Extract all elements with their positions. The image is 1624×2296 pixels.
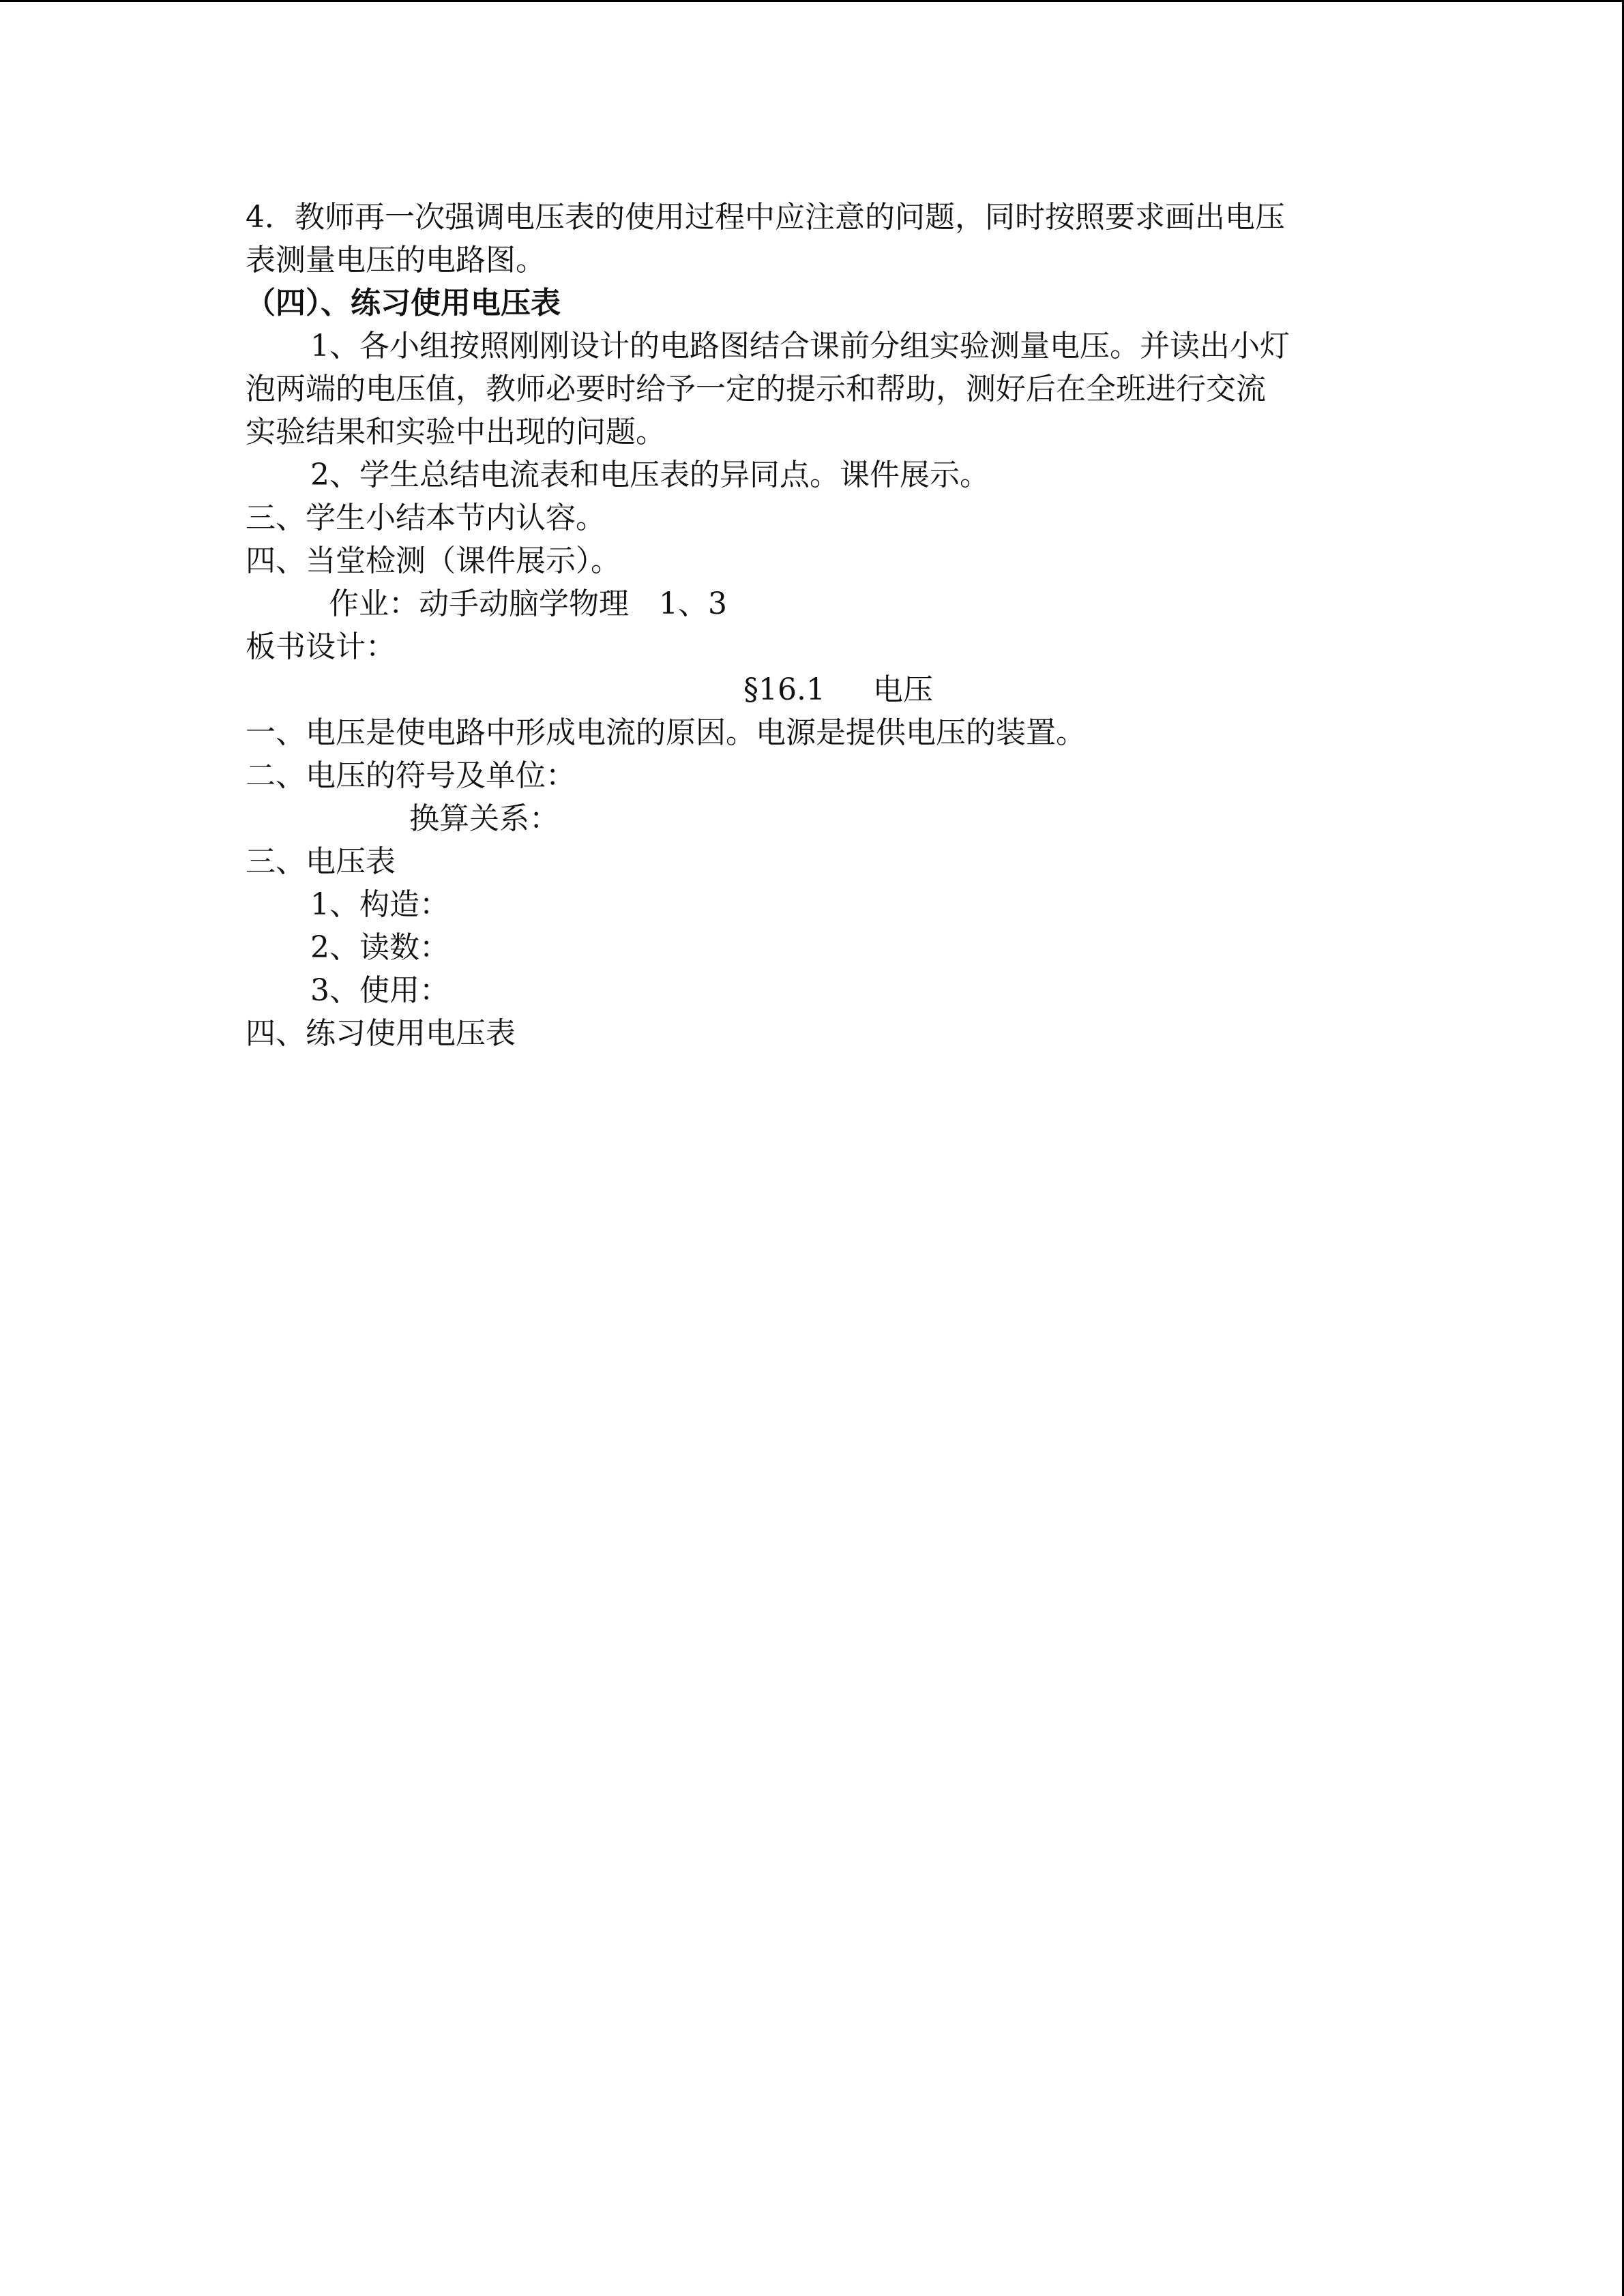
- board-title: [246, 668, 1378, 711]
- paragraph-line: 1、各小组按照刚刚设计的电路图结合课前分组实验测量电压。并读出小灯: [310, 329, 1290, 363]
- board-design-label: 板书设计：: [246, 629, 396, 664]
- board-item: 二、电压的符号及单位：: [246, 758, 576, 793]
- board-item: 一、电压是使电路中形成电流的原因。电源是提供电压的装置。: [246, 715, 1086, 750]
- section-heading: （四）、练习使用电压表: [246, 286, 561, 320]
- board-item: 三、电压表: [246, 844, 396, 879]
- page-top-border: [0, 0, 1624, 2]
- paragraph-line: 表测量电压的电路图。: [246, 243, 546, 278]
- paragraph-line: 三、学生小结本节内认容。: [246, 501, 606, 535]
- section-number: §16.1: [743, 672, 825, 707]
- document-page: [246, 196, 1378, 1055]
- paragraph-line: 2、学生总结电流表和电压表的异同点。课件展示。: [310, 458, 990, 492]
- paragraph-line: 4．教师再一次强调电压表的使用过程中应注意的问题，同时按照要求画出电压: [246, 200, 1285, 235]
- board-subitem: 1、构造：: [310, 887, 449, 922]
- homework-line: 作业：动手动脑学物理 1、3: [329, 586, 727, 621]
- paragraph-line: 实验结果和实验中出现的问题。: [246, 415, 666, 449]
- board-subitem: 2、读数：: [310, 930, 449, 965]
- board-title-text: 电压: [872, 672, 933, 707]
- board-item: 四、练习使用电压表: [246, 1016, 516, 1051]
- board-subitem: 3、使用：: [310, 973, 449, 1008]
- paragraph-line: 四、当堂检测（课件展示）。: [246, 543, 621, 578]
- paragraph-line: 泡两端的电压值，教师必要时给予一定的提示和帮助，测好后在全班进行交流: [246, 372, 1266, 406]
- board-subitem: 换算关系：: [409, 801, 559, 836]
